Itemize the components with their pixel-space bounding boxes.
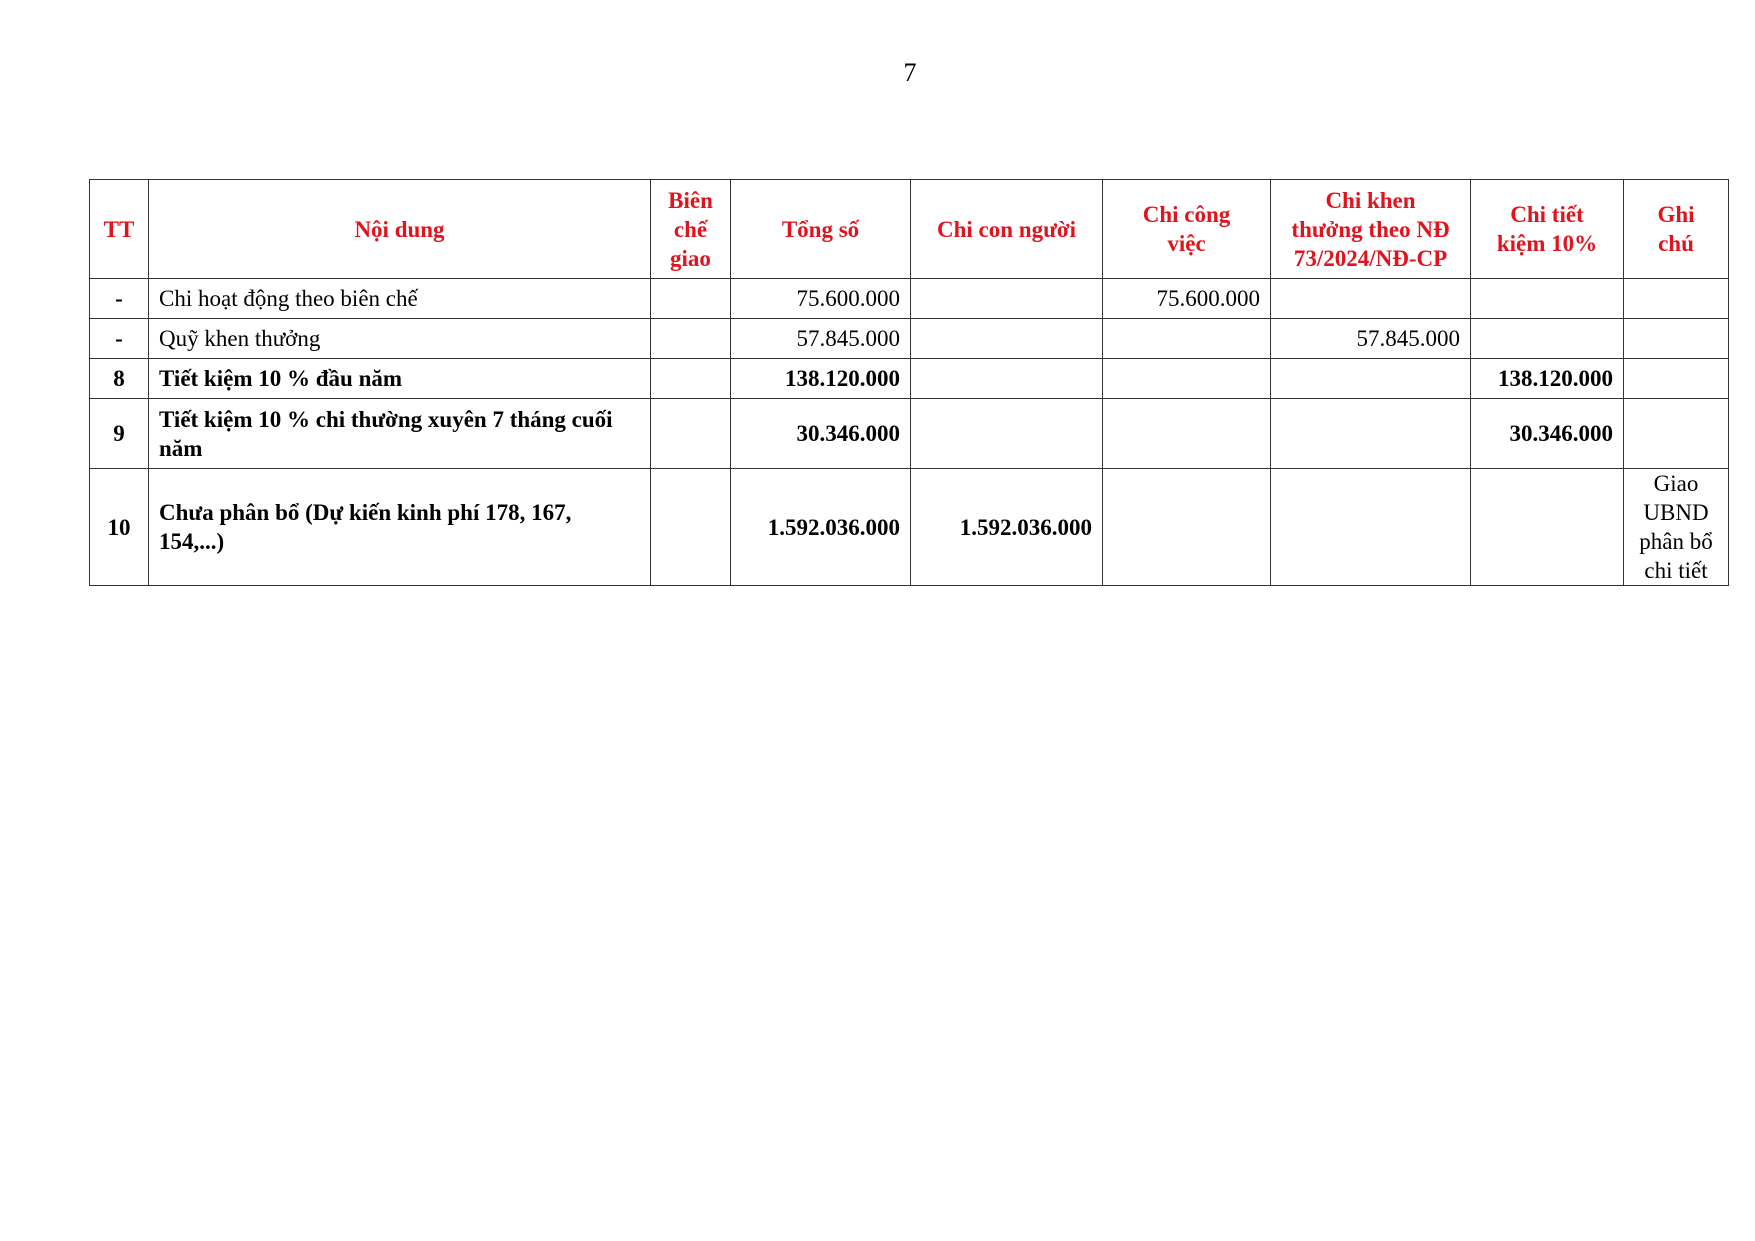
row-chi-tiet-kiem: 138.120.000 <box>1471 359 1624 399</box>
row-tt: - <box>90 279 149 319</box>
header-ghi-chu-line-1: Ghi <box>1657 202 1695 227</box>
header-chi-tiet-kiem <box>1471 180 1624 279</box>
ghi-chu-line-2: UBND <box>1643 500 1709 525</box>
row-noi-dung: Chi hoạt động theo biên chế <box>149 279 651 319</box>
header-noi-dung: Nội dung <box>149 180 651 279</box>
row-chi-khen-thuong <box>1271 279 1471 319</box>
row-chi-con-nguoi <box>911 399 1103 469</box>
header-tt: TT <box>90 180 149 279</box>
row-bien-che <box>651 319 731 359</box>
row-chi-cong-viec <box>1103 359 1271 399</box>
row-chi-tiet-kiem: 30.346.000 <box>1471 399 1624 469</box>
row-ghi-chu <box>1624 469 1729 586</box>
row-tt: 8 <box>90 359 149 399</box>
row-tong-so: 1.592.036.000 <box>731 469 911 586</box>
header-chi-tiet-kiem-line-2: kiệm 10% <box>1496 231 1598 256</box>
header-chi-cong-viec-line-1: Chi công <box>1142 202 1231 227</box>
table-row <box>90 279 1729 319</box>
row-tong-so: 57.845.000 <box>731 319 911 359</box>
row-tong-so: 30.346.000 <box>731 399 911 469</box>
row-tt: - <box>90 319 149 359</box>
table-header-row <box>90 180 1729 279</box>
row-tong-so: 138.120.000 <box>731 359 911 399</box>
header-bien-che-giao <box>651 180 731 279</box>
table-row <box>90 399 1729 469</box>
row-bien-che <box>651 399 731 469</box>
row-chi-con-nguoi <box>911 279 1103 319</box>
row-ghi-chu <box>1624 319 1729 359</box>
row-chi-con-nguoi <box>911 319 1103 359</box>
row-chi-cong-viec: 75.600.000 <box>1103 279 1271 319</box>
budget-table <box>89 179 1729 586</box>
header-chi-cong-viec-line-2: việc <box>1167 231 1206 256</box>
header-tong-so: Tổng số <box>731 180 911 279</box>
row-chi-con-nguoi: 1.592.036.000 <box>911 469 1103 586</box>
header-chi-con-nguoi: Chi con người <box>911 180 1103 279</box>
ghi-chu-line-1: Giao <box>1653 471 1699 496</box>
table-row <box>90 469 1729 586</box>
table-row <box>90 359 1729 399</box>
page-number: 7 <box>903 58 917 87</box>
header-chi-khen-thuong-line-1: Chi khen <box>1325 187 1416 213</box>
header-chi-khen-thuong-line-2: thưởng theo NĐ <box>1291 216 1450 242</box>
header-chi-cong-viec <box>1103 180 1271 279</box>
row-bien-che <box>651 469 731 586</box>
row-noi-dung: Tiết kiệm 10 % chi thường xuyên 7 tháng cuối năm <box>149 399 651 469</box>
row-chi-cong-viec <box>1103 319 1271 359</box>
row-ghi-chu <box>1624 279 1729 319</box>
row-tt: 10 <box>90 469 149 586</box>
row-chi-khen-thuong <box>1271 469 1471 586</box>
row-chi-tiet-kiem <box>1471 319 1624 359</box>
row-noi-dung: Chưa phân bổ (Dự kiến kinh phí 178, 167, 154,...) <box>149 469 651 586</box>
header-chi-khen-thuong <box>1271 180 1471 279</box>
header-bien-che-line-1: Biên <box>668 187 713 213</box>
row-ghi-chu <box>1624 399 1729 469</box>
row-chi-con-nguoi <box>911 359 1103 399</box>
row-noi-dung: Quỹ khen thưởng <box>149 319 651 359</box>
row-chi-cong-viec <box>1103 469 1271 586</box>
header-bien-che-line-2: chế <box>673 216 708 242</box>
row-noi-dung: Tiết kiệm 10 % đầu năm <box>149 359 651 399</box>
header-chi-khen-thuong-line-3: 73/2024/NĐ-CP <box>1293 245 1448 271</box>
row-chi-khen-thuong <box>1271 399 1471 469</box>
row-bien-che <box>651 279 731 319</box>
table-row <box>90 319 1729 359</box>
row-tt: 9 <box>90 399 149 469</box>
header-ghi-chu <box>1624 180 1729 279</box>
row-chi-khen-thuong <box>1271 359 1471 399</box>
row-tong-so: 75.600.000 <box>731 279 911 319</box>
ghi-chu-line-4: chi tiết <box>1644 558 1708 583</box>
row-chi-cong-viec <box>1103 399 1271 469</box>
header-ghi-chu-line-2: chú <box>1658 231 1694 256</box>
row-chi-tiet-kiem <box>1471 469 1624 586</box>
row-bien-che <box>651 359 731 399</box>
row-ghi-chu <box>1624 359 1729 399</box>
row-chi-tiet-kiem <box>1471 279 1624 319</box>
ghi-chu-line-3: phân bổ <box>1639 529 1713 554</box>
header-bien-che-line-3: giao <box>670 245 711 271</box>
header-chi-tiet-kiem-line-1: Chi tiết <box>1510 202 1584 227</box>
row-chi-khen-thuong: 57.845.000 <box>1271 319 1471 359</box>
